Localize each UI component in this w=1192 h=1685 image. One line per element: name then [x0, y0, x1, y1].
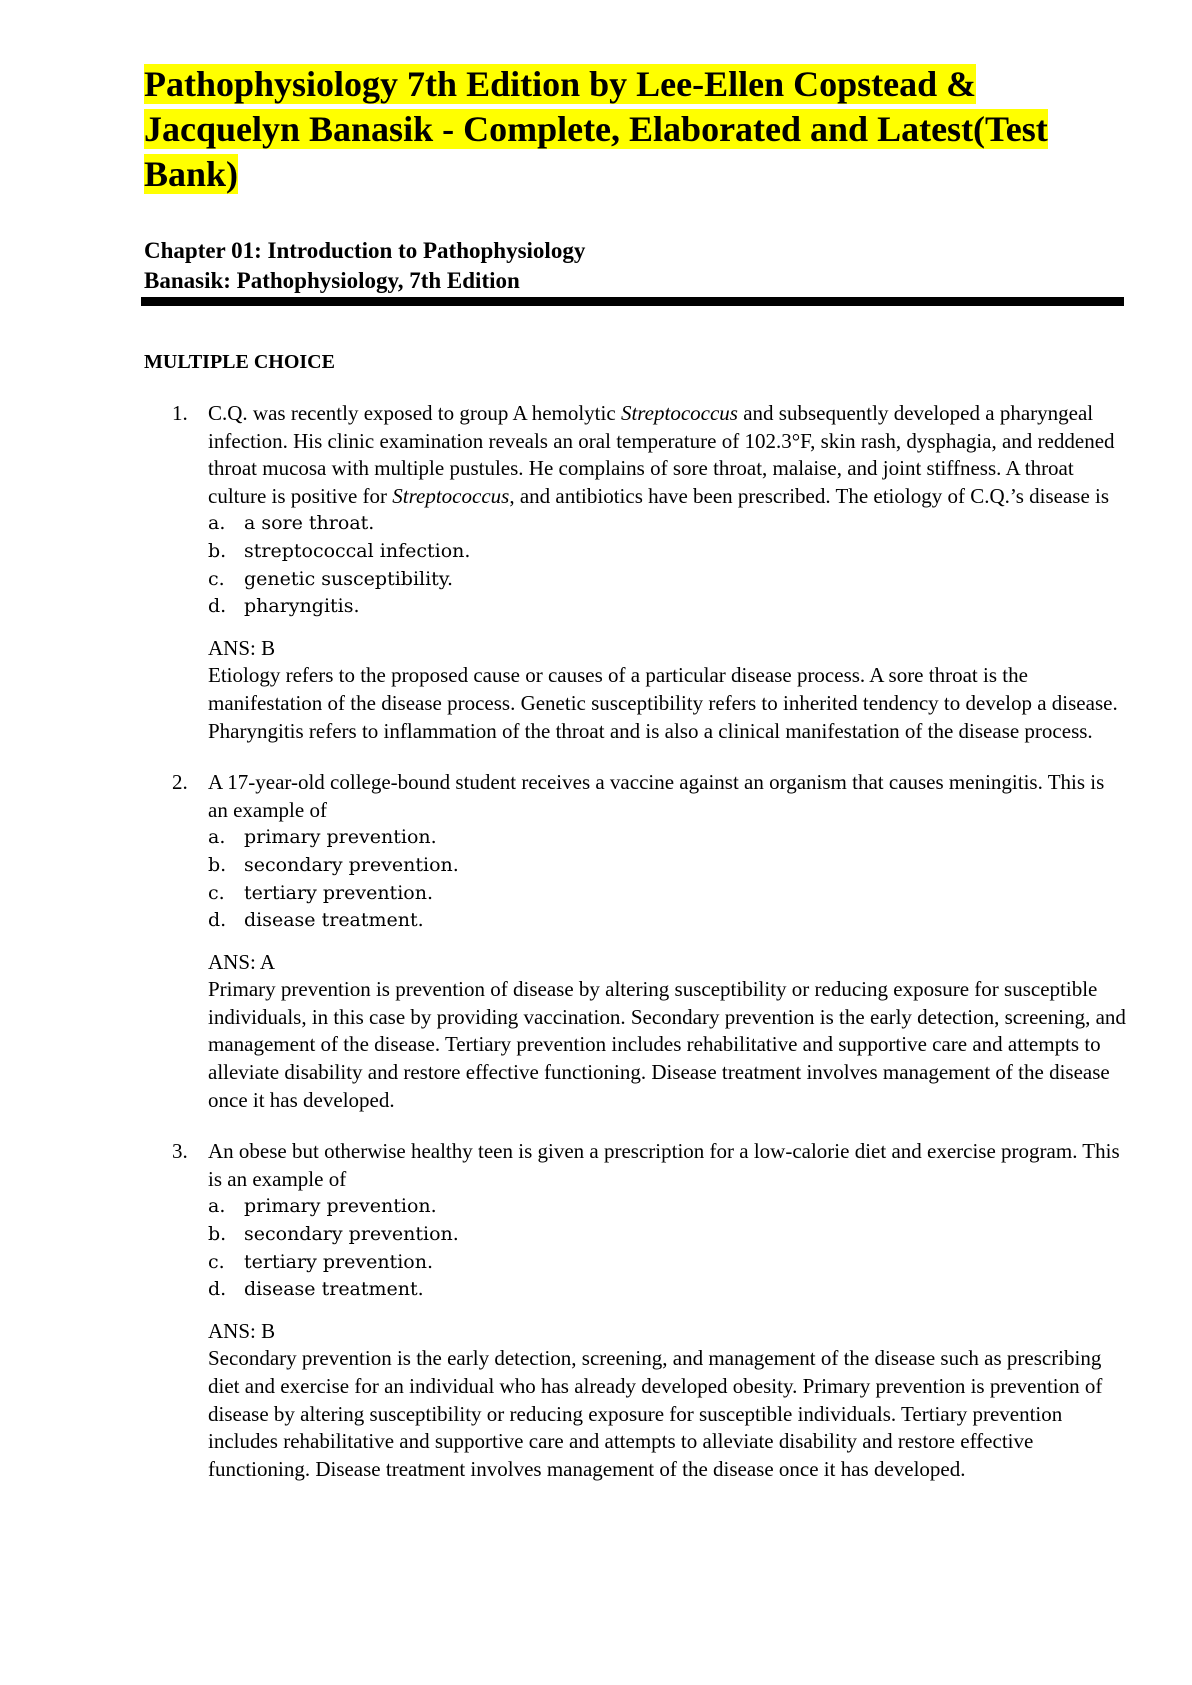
stem-text: C.Q. was recently exposed to group A hemolytic	[208, 401, 621, 425]
choice-list	[208, 1193, 1128, 1303]
question-list	[0, 400, 1192, 1507]
choice-letter: c.	[208, 881, 225, 904]
book-title: Banasik: Pathophysiology, 7th Edition	[144, 268, 520, 293]
choice-text: primary prevention.	[244, 826, 437, 849]
stem-italic-organism: Streptococcus	[620, 401, 738, 425]
question-1	[0, 400, 1192, 745]
answer-rationale: Secondary prevention is the early detection, screening, and management of the disease such as prescribing diet and exercise for an individual who has already developed obesity. Primary prevention is prevention of disease by altering susceptibility or reducing exposure for susceptible individuals. Tertiary prevention includes rehabilitative and supportive care and attempts to alleviate disability and restore effective functioning. Disease treatment involves management of the disease once it has developed.	[208, 1346, 1103, 1481]
choice-a	[208, 1193, 1128, 1221]
question-3	[0, 1138, 1192, 1483]
document-title-highlight: Pathophysiology 7th Edition by Lee-Ellen Copstead & Jacquelyn Banasik - Complete, Elaborated and Latest(Test Bank)	[144, 64, 1048, 194]
choice-d	[208, 907, 1128, 935]
question-number: 1.	[172, 401, 188, 425]
stem-text: , and antibiotics have been prescribed. The etiology of C.Q.’s disease is	[509, 483, 1110, 508]
answer-key: ANS: B	[208, 1318, 276, 1343]
choice-d	[208, 1276, 1128, 1304]
question-stem: An obese but otherwise healthy teen is given a prescription for a low-calorie diet and exercise program. This is an example of	[208, 1139, 1120, 1191]
question-body	[208, 1138, 1128, 1483]
choice-text: tertiary prevention.	[244, 881, 433, 904]
choice-b	[208, 852, 1128, 880]
choice-text: primary prevention.	[244, 1195, 437, 1218]
choice-a	[208, 824, 1128, 852]
choice-c	[208, 566, 1128, 594]
choice-letter: a.	[208, 1195, 226, 1218]
choice-b	[208, 1221, 1128, 1249]
question-number: 3.	[172, 1139, 188, 1164]
choice-text: a sore throat.	[244, 512, 375, 535]
choice-text: disease treatment.	[244, 1278, 424, 1301]
document-title	[144, 62, 1104, 197]
choice-text: secondary prevention.	[244, 853, 459, 876]
choice-letter: d.	[208, 1278, 227, 1301]
answer-key: ANS: A	[208, 949, 276, 974]
question-stem: A 17-year-old college-bound student receives a vaccine against an organism that causes meningitis. This is an example of	[208, 770, 1105, 822]
choice-text: genetic susceptibility.	[244, 567, 454, 590]
answer-rationale: Primary prevention is prevention of disease by altering susceptibility or reducing exposure for susceptible individuals, in this case by providing vaccination. Secondary prevention is the early detection, screening, and management of the disease. Tertiary prevention includes rehabilitative and supportive care and attempts to alleviate disability and restore effective functioning. Disease treatment involves management of the disease once it has developed.	[208, 977, 1126, 1112]
choice-letter: c.	[208, 567, 225, 590]
question-2	[0, 769, 1192, 1114]
answer-rationale: Etiology refers to the proposed cause or causes of a particular disease process. A sore throat is the manifestation of the disease process. Genetic susceptibility refers to inherited tendency to develop a disease. Pharyngitis refers to inflammation of the throat and is also a clinical manifestation of the disease process.	[208, 663, 1118, 743]
chapter-title: Chapter 01: Introduction to Pathophysiology	[144, 238, 586, 263]
choice-text: streptococcal infection.	[244, 539, 471, 562]
chapter-heading	[144, 236, 1124, 296]
choice-d	[208, 593, 1128, 621]
section-label: MULTIPLE CHOICE	[144, 351, 335, 373]
question-number: 2.	[172, 770, 188, 795]
choice-a	[208, 510, 1128, 538]
choice-c	[208, 1249, 1128, 1277]
choice-b	[208, 538, 1128, 566]
stem-italic-organism: Streptococcus	[392, 483, 510, 508]
choice-letter: b.	[208, 539, 227, 562]
choice-letter: b.	[208, 1223, 227, 1246]
choice-text: tertiary prevention.	[244, 1250, 433, 1273]
choice-text: disease treatment.	[244, 909, 424, 932]
choice-c	[208, 880, 1128, 908]
choice-letter: a.	[208, 826, 226, 849]
question-body	[208, 400, 1128, 745]
choice-text: secondary prevention.	[244, 1223, 459, 1246]
heading-rule	[141, 297, 1124, 306]
choice-letter: b.	[208, 853, 227, 876]
choice-list	[208, 824, 1128, 934]
question-body	[208, 769, 1128, 1114]
choice-letter: c.	[208, 1250, 225, 1273]
stem-text: and subsequently developed a pharyngeal infection. His clinic examination reveals an oral temperature of 102.3°F, skin rash, dysphagia, and reddened throat mucosa with multiple pustules. He complains of sore throat, malaise, and joint stiffness. A throat culture is positive for	[208, 401, 1115, 508]
choice-letter: d.	[208, 595, 227, 618]
choice-list	[208, 510, 1128, 620]
choice-letter: a.	[208, 512, 226, 535]
question-stem	[208, 400, 1128, 510]
answer-key: ANS: B	[208, 635, 276, 660]
choice-letter: d.	[208, 909, 227, 932]
choice-text: pharyngitis.	[244, 595, 360, 618]
